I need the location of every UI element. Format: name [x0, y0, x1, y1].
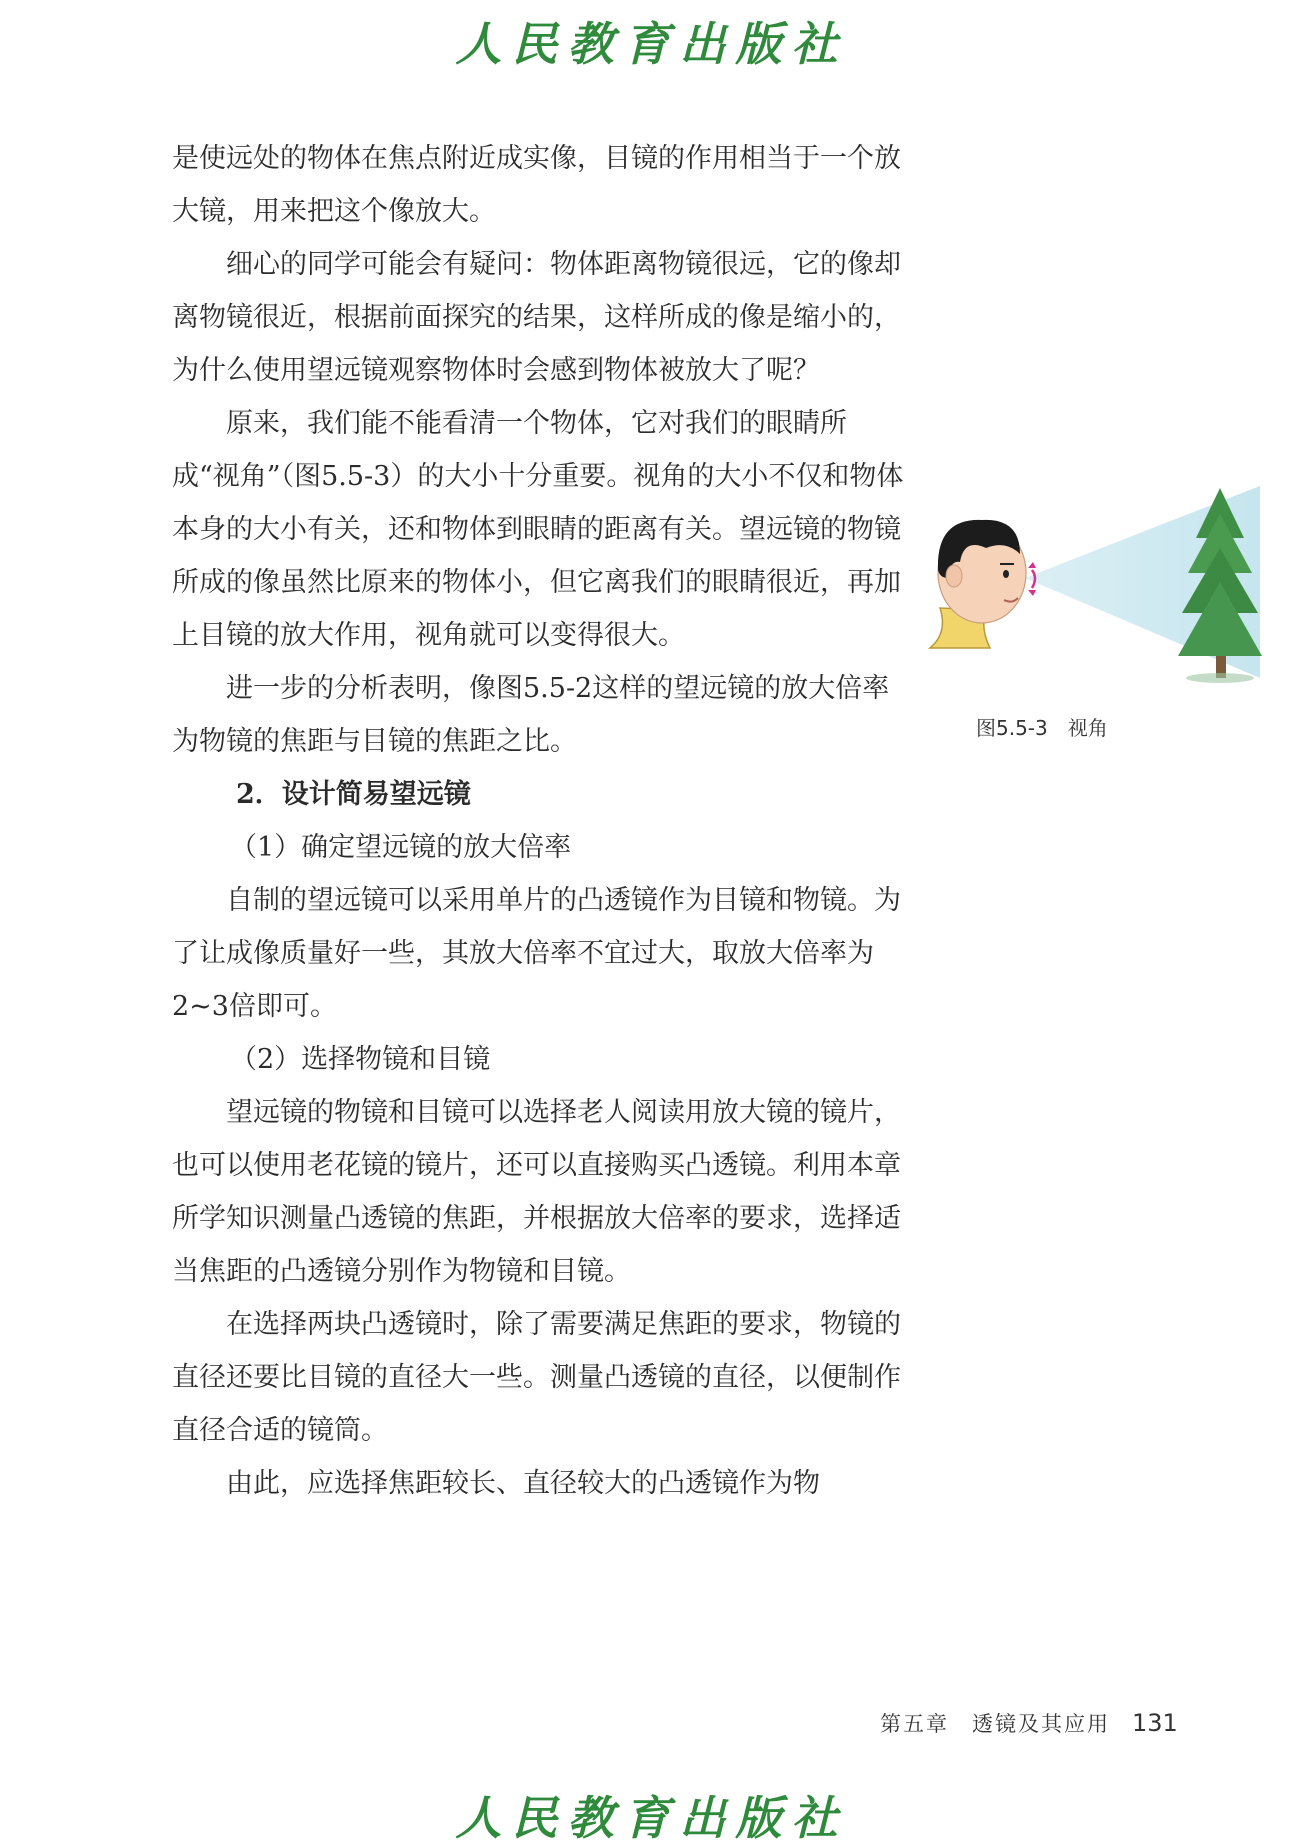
body-text: [172, 132, 904, 1510]
paragraph-5: 自制的望远镜可以采用单片的凸透镜作为目镜和物镜。为了让成像质量好一些，其放大倍率不宜过大，取放大倍率为2~3倍即可。: [172, 885, 901, 1022]
visual-angle-figure: [920, 478, 1280, 688]
chapter-title: 第五章 透镜及其应用: [880, 1712, 1110, 1736]
section-heading: 2．设计简易望远镜: [236, 779, 471, 810]
subsection-2: （2）选择物镜和目镜: [230, 1044, 491, 1075]
subsection-1: （1）确定望远镜的放大倍率: [230, 832, 572, 863]
publisher-logo-top: 人民教育出版社: [455, 17, 848, 71]
paragraph-2: 细心的同学可能会有疑问：物体距离物镜很远，它的像却离物镜很近，根据前面探究的结果，这样所成的像是缩小的，为什么使用望远镜观察物体时会感到物体被放大了呢？: [172, 249, 901, 386]
paragraph-1: 是使远处的物体在焦点附近成实像，目镜的作用相当于一个放大镜，用来把这个像放大。: [172, 143, 901, 227]
paragraph-8: 由此，应选择焦距较长、直径较大的凸透镜作为物: [226, 1468, 820, 1499]
boy-head: [930, 520, 1026, 648]
paragraph-3: 原来，我们能不能看清一个物体，它对我们的眼睛所成“视角”（图5.5-3）的大小十分重要。视角的大小不仅和物体本身的大小有关，还和物体到眼睛的距离有关。望远镜的物镜所成的像虽然比原来的物体小，但它离我们的眼睛很近，再加上目镜的放大作用，视角就可以变得很大。: [172, 408, 904, 651]
page-number: 131: [1132, 1709, 1178, 1737]
figure-caption: 图5.5-3 视角: [976, 716, 1108, 740]
page-footer: [880, 1708, 1178, 1738]
paragraph-4: 进一步的分析表明，像图5.5-2这样的望远镜的放大倍率为物镜的焦距与目镜的焦距之比。: [172, 673, 890, 757]
paragraph-6: 望远镜的物镜和目镜可以选择老人阅读用放大镜的镜片，也可以使用老花镜的镜片，还可以直接购买凸透镜。利用本章所学知识测量凸透镜的焦距，并根据放大倍率的要求，选择适当焦距的凸透镜分别作为物镜和目镜。: [172, 1097, 901, 1287]
paragraph-7: 在选择两块凸透镜时，除了需要满足焦距的要求，物镜的直径还要比目镜的直径大一些。测量凸透镜的直径，以便制作直径合适的镜筒。: [172, 1309, 901, 1446]
publisher-logo-bottom: 人民教育出版社: [455, 1791, 848, 1845]
